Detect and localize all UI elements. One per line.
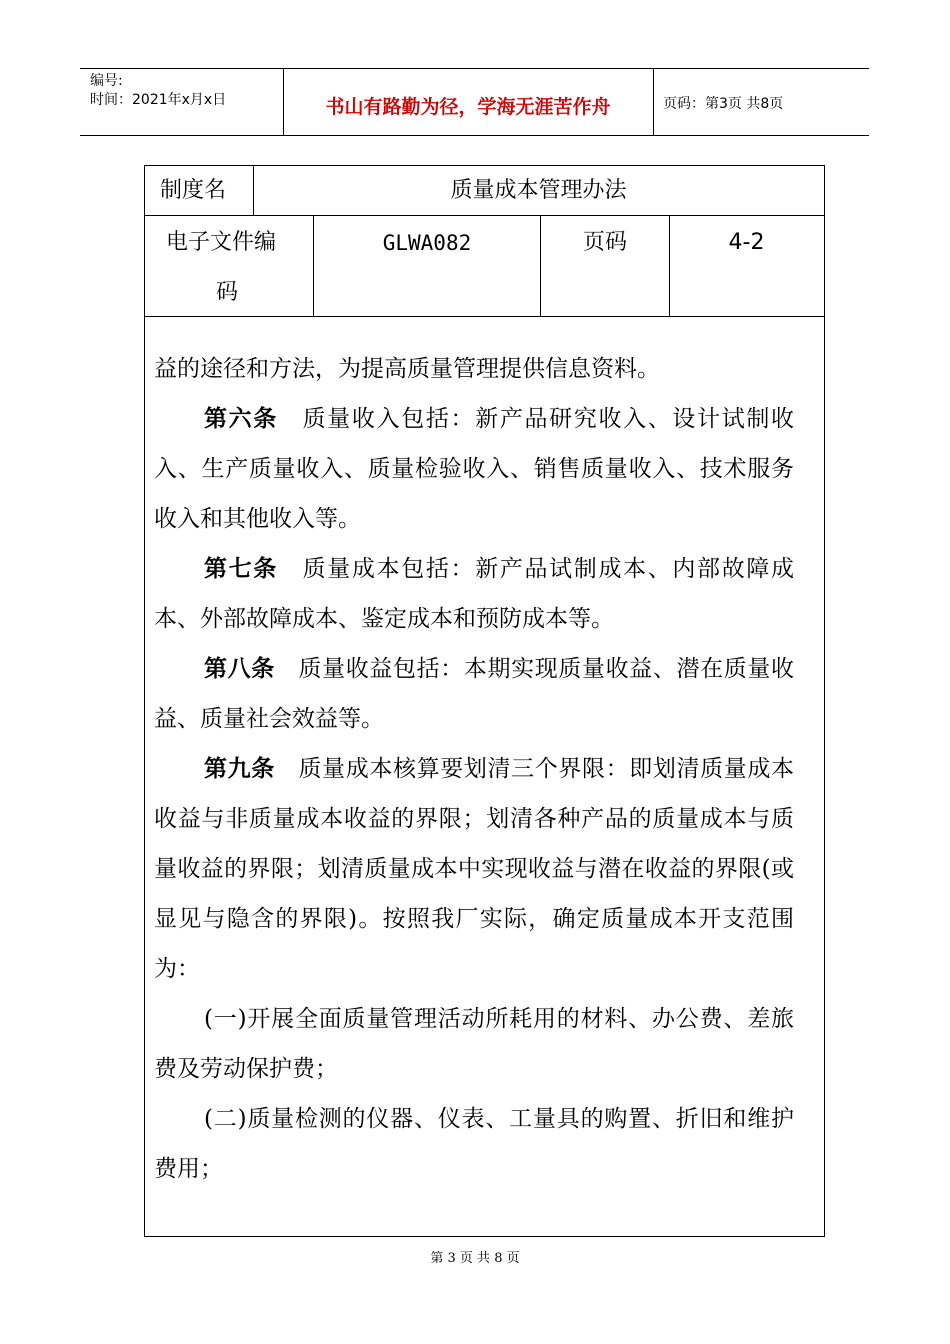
header-bottom-rule	[80, 135, 869, 136]
paragraph-continuation: 益的途径和方法，为提高质量管理提供信息资料。	[154, 356, 660, 382]
article-8-title: 第八条	[204, 656, 275, 682]
header-motto: 书山有路勤为径，学海无涯苦作舟	[325, 96, 611, 118]
article-6-text: 质量收入包括：新产品研究收入、设计试制收入、生产质量收入、质量检验收入、销售质量收入、技术服务收入和其他收入等。	[154, 406, 795, 532]
body-text	[154, 344, 794, 1194]
article-8	[154, 644, 794, 744]
header-top-rule	[80, 68, 869, 69]
page-footer: 第 3 页 共 8 页	[430, 1251, 520, 1266]
list-item-1: (一)开展全面质量管理活动所耗用的材料、办公费、差旅费及劳动保护费；	[154, 1006, 794, 1082]
file-code-label-line1: 电子文件编	[166, 230, 277, 255]
article-6	[154, 394, 794, 544]
regulation-name-value: 质量成本管理办法	[450, 178, 627, 203]
article-6-title: 第六条	[204, 406, 278, 432]
article-9-title: 第九条	[204, 756, 275, 782]
article-9	[154, 744, 794, 994]
header-divider-right	[653, 68, 654, 135]
page-code-value: 4-2	[728, 230, 765, 255]
row-divider-2	[144, 316, 824, 317]
file-code-value: GLWA082	[382, 231, 472, 255]
article-7-title: 第七条	[204, 556, 278, 582]
regulation-name-label: 制度名	[160, 178, 227, 203]
article-7	[154, 544, 794, 644]
header-time-label: 时间：2021年x月x日	[90, 92, 227, 108]
header-page-info: 页码：第3页 共8页	[663, 96, 784, 112]
list-item-2: (二)质量检测的仪器、仪表、工量具的购置、折旧和维护费用；	[154, 1106, 794, 1182]
article-8-text: 质量收益包括：本期实现质量收益、潜在质量收益、质量社会效益等。	[154, 656, 794, 732]
header-number-label: 编号:	[90, 73, 123, 89]
article-9-text: 质量成本核算要划清三个界限：即划清质量成本收益与非质量成本收益的界限；划清各种产品的质量成本与质量收益的界限；划清质量成本中实现收益与潜在收益的界限(或显见与隐含的界限)。按照我厂实际，确定质量成本开支范围为：	[154, 756, 794, 982]
file-code-label-line2: 码	[216, 280, 239, 305]
page-code-label: 页码	[582, 230, 627, 255]
article-7-text: 质量成本包括：新产品试制成本、内部故障成本、外部故障成本、鉴定成本和预防成本等。	[154, 556, 795, 632]
